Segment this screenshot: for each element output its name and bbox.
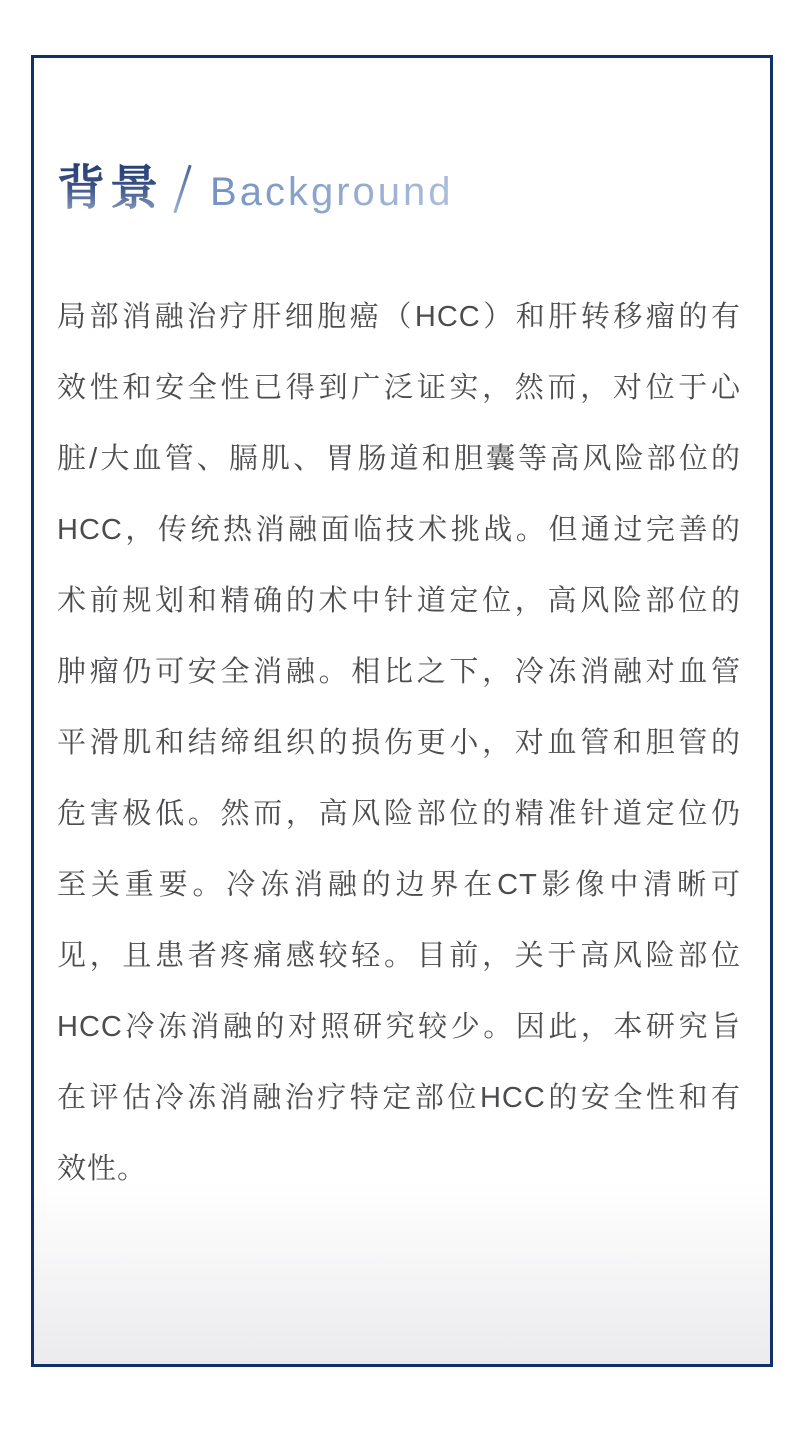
background-section-card (31, 55, 773, 1367)
paragraph-line: 至关重要。冷冻消融的边界在CT影像中清晰可 (57, 869, 741, 901)
paragraph-line: 危害极低。然而，高风险部位的精准针道定位仍 (57, 798, 741, 830)
paragraph-line: 见，且患者疼痛感较轻。目前，关于高风险部位 (57, 940, 741, 972)
paragraph-line: HCC，传统热消融面临技术挑战。但通过完善的 (57, 514, 741, 546)
paragraph-line: 平滑肌和结缔组织的损伤更小，对血管和胆管的 (57, 727, 741, 759)
paragraph-line: 效性。 (57, 1153, 148, 1185)
paragraph-line: 局部消融治疗肝细胞癌（HCC）和肝转移瘤的有 (57, 301, 741, 333)
paragraph-line: 效性和安全性已得到广泛证实，然而，对位于心 (57, 372, 741, 404)
slash-divider (173, 165, 191, 213)
paragraph-line: HCC冷冻消融的对照研究较少。因此，本研究旨 (57, 1011, 741, 1043)
background-paragraph (57, 282, 741, 1205)
paragraph-line: 脏/大血管、膈肌、胃肠道和胆囊等高风险部位的 (57, 443, 741, 475)
section-header (57, 158, 770, 218)
paragraph-line: 术前规划和精确的术中针道定位，高风险部位的 (57, 585, 741, 617)
paragraph-line: 肿瘤仍可安全消融。相比之下，冷冻消融对血管 (57, 656, 741, 688)
section-title-en: Background (210, 167, 453, 217)
section-title-zh: 背景 (57, 160, 163, 218)
paragraph-line: 在评估冷冻消融治疗特定部位HCC的安全性和有 (57, 1082, 741, 1114)
